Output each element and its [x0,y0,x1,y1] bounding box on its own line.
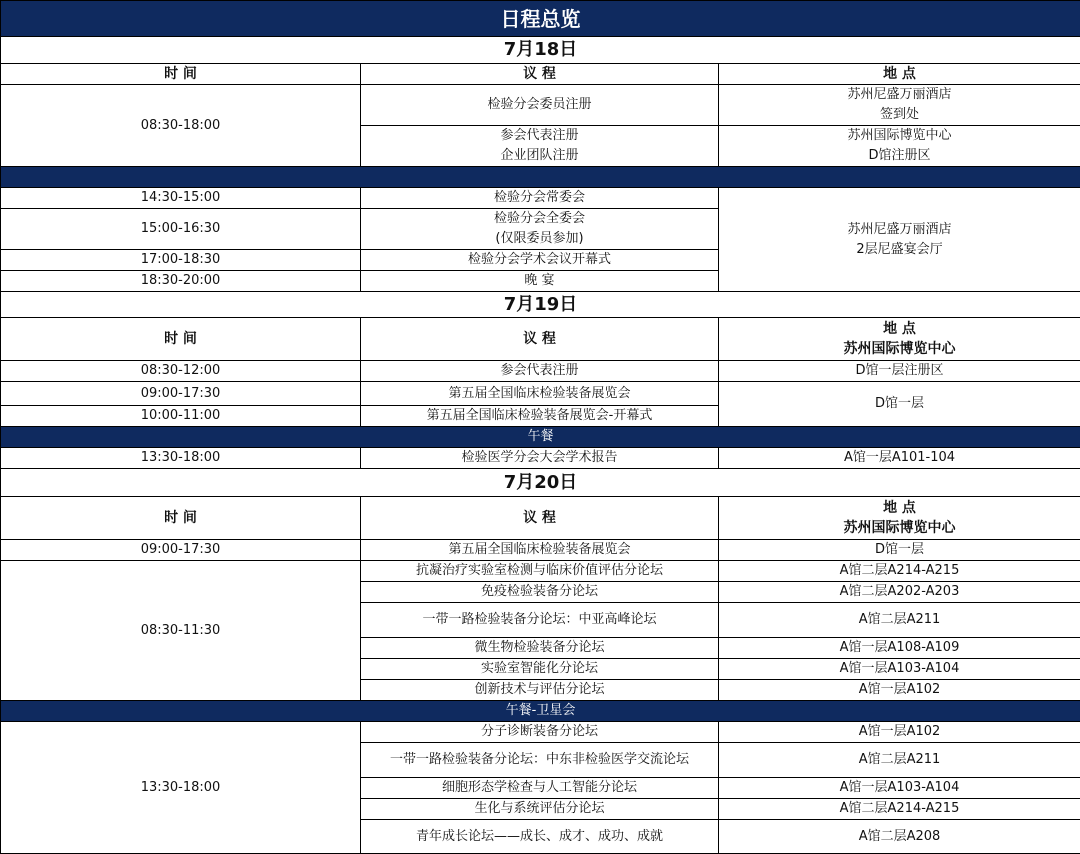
header-row-2 [1,318,1080,361]
location-cell: A馆一层A103-A104 [719,778,1080,799]
date-row-2 [1,292,1080,318]
header-time: 时 间 [1,497,361,540]
date-heading: 7月18日 [1,37,1080,64]
location-cell: D馆一层 [719,382,1080,427]
agenda-cell: 分子诊断装备分论坛 [361,722,719,743]
agenda-line: (仅限委员参加) [495,231,584,246]
agenda-cell [361,126,719,167]
header-location [719,497,1080,540]
location-line: 苏州国际博览中心 [847,128,952,143]
date-heading: 7月19日 [1,292,1080,318]
agenda-cell: 检验分会常委会 [361,188,719,209]
header-location-line: 地 点 [883,500,916,516]
location-cell: D馆一层注册区 [719,361,1080,382]
title-row [1,1,1080,37]
agenda-cell: 抗凝治疗实验室检测与临床价值评估分论坛 [361,561,719,582]
location-cell [719,188,1080,292]
location-cell: A馆二层A214-A215 [719,561,1080,582]
header-row-1 [1,64,1080,85]
agenda-cell [361,209,719,250]
agenda-cell: 一带一路检验装备分论坛：中亚高峰论坛 [361,603,719,638]
location-cell: A馆二层A211 [719,603,1080,638]
agenda-cell: 第五届全国临床检验装备展览会 [361,382,719,406]
section-band [1,427,1080,448]
section-band [1,701,1080,722]
date-row-1 [1,37,1080,64]
location-cell: A馆二层A208 [719,820,1080,854]
agenda-cell: 检验医学分会大会学术报告 [361,448,719,469]
time-cell: 09:00-17:30 [1,382,361,406]
location-cell: A馆二层A202-A203 [719,582,1080,603]
date-heading: 7月20日 [1,469,1080,497]
time-cell: 08:30-11:30 [1,561,361,701]
header-location [719,318,1080,361]
time-cell: 10:00-11:00 [1,406,361,427]
location-line: 2层尼盛宴会厅 [856,241,943,257]
header-time: 时 间 [1,318,361,361]
agenda-cell: 第五届全国临床检验装备展览会-开幕式 [361,406,719,427]
location-line: D馆注册区 [868,148,931,163]
section-band [1,167,1080,188]
header-row-3 [1,497,1080,540]
agenda-line: 参会代表注册 [500,128,579,143]
location-cell: A馆二层A214-A215 [719,799,1080,820]
agenda-cell: 参会代表注册 [361,361,719,382]
table-row [1,448,1080,469]
location-cell: A馆一层A102 [719,680,1080,701]
header-agenda: 议 程 [361,318,719,361]
agenda-cell: 免疫检验装备分论坛 [361,582,719,603]
header-location-line: 苏州国际博览中心 [843,520,956,536]
header-location-line: 地 点 [883,321,916,337]
band-label: 午餐 [1,427,1080,448]
table-row [1,722,1080,743]
time-cell: 17:00-18:30 [1,250,361,271]
table-row [1,561,1080,582]
table-row [1,361,1080,382]
location-cell: A馆一层A108-A109 [719,638,1080,659]
agenda-cell: 第五届全国临床检验装备展览会 [361,540,719,561]
time-cell: 18:30-20:00 [1,271,361,292]
header-location: 地 点 [719,64,1080,85]
location-cell [719,126,1080,167]
table-row [1,540,1080,561]
agenda-line: 企业团队注册 [500,148,579,163]
table-row [1,382,1080,406]
time-cell: 13:30-18:00 [1,722,361,854]
agenda-cell: 创新技术与评估分论坛 [361,680,719,701]
location-line: 签到处 [879,107,919,122]
agenda-cell: 检验分会委员注册 [361,85,719,126]
agenda-cell: 检验分会学术会议开幕式 [361,250,719,271]
header-agenda: 议 程 [361,497,719,540]
agenda-cell: 青年成长论坛——成长、成才、成功、成就 [361,820,719,854]
band-label: 午餐-卫星会 [1,701,1080,722]
agenda-cell: 微生物检验装备分论坛 [361,638,719,659]
time-cell: 08:30-12:00 [1,361,361,382]
header-location-line: 苏州国际博览中心 [843,341,956,357]
agenda-cell: 生化与系统评估分论坛 [361,799,719,820]
location-cell: A馆一层A102 [719,722,1080,743]
time-cell: 08:30-18:00 [1,85,361,167]
location-cell: D馆一层 [719,540,1080,561]
time-cell: 13:30-18:00 [1,448,361,469]
agenda-cell: 一带一路检验装备分论坛：中东非检验医学交流论坛 [361,743,719,778]
time-cell: 14:30-15:00 [1,188,361,209]
time-cell: 15:00-16:30 [1,209,361,250]
location-cell: A馆二层A211 [719,743,1080,778]
location-cell: A馆一层A101-104 [719,448,1080,469]
agenda-cell: 实验室智能化分论坛 [361,659,719,680]
agenda-cell: 晚 宴 [361,271,719,292]
location-line: 苏州尼盛万丽酒店 [847,87,952,102]
location-line: 苏州尼盛万丽酒店 [847,221,952,237]
agenda-cell: 细胞形态学检查与人工智能分论坛 [361,778,719,799]
header-time: 时 间 [1,64,361,85]
location-cell: A馆一层A103-A104 [719,659,1080,680]
table-row [1,85,1080,126]
table-row [1,188,1080,209]
header-agenda: 议 程 [361,64,719,85]
time-cell: 09:00-17:30 [1,540,361,561]
page-title: 日程总览 [1,1,1080,37]
agenda-line: 检验分会全委会 [493,211,585,226]
date-row-3 [1,469,1080,497]
location-cell [719,85,1080,126]
band-label [1,167,1080,188]
